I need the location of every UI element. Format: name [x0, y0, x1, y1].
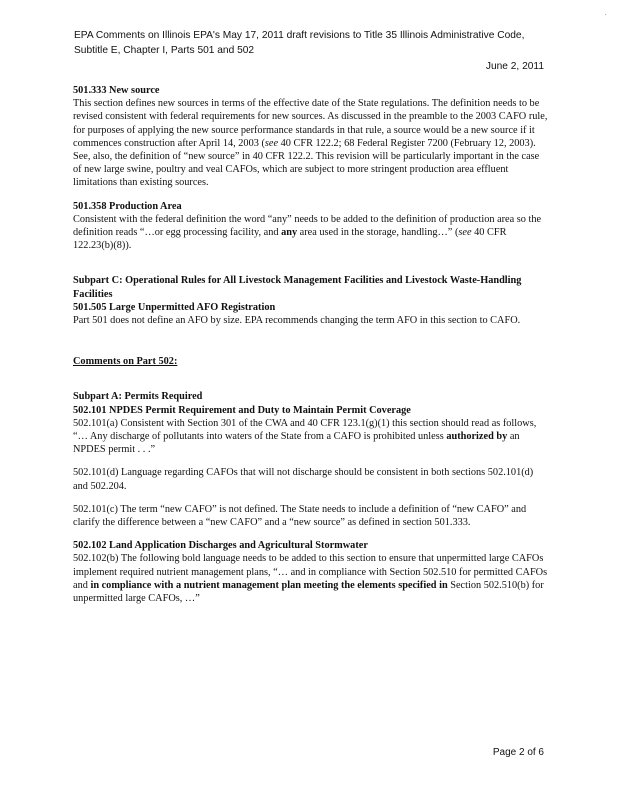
- section-501-505-text: Part 501 does not define an AFO by size. EPA recommends changing the term AFO in this section to CAFO.: [73, 315, 521, 327]
- section-502-101a-text: 502.101(a) Consistent with Section 301 of the CWA and 40 CFR 123.1(g)(1) this section should read as follows, “… Any discharge of pollutants into waters of the State from a CAFO is prohibited unless authorized by an NPDES permit . . .”: [73, 417, 537, 456]
- section-501-333-heading: 501.333 New source: [73, 85, 160, 96]
- document-header: [74, 28, 554, 58]
- section-501-358-text: Consistent with the federal definition the word “any” needs to be added to the definition of production area so the definition reads “…or egg processing facility, and any area used in the storage, handling…” (see 40 CFR 122.23(b)(8)).: [73, 213, 542, 252]
- subpart-a-heading: Subpart A: Permits Required: [73, 391, 203, 403]
- section-502-102-heading: 502.102 Land Application Discharges and Agricultural Stormwater: [73, 540, 368, 552]
- document-body: [73, 84, 548, 605]
- page-number: Page 2 of 6: [492, 747, 544, 758]
- header-date: June 2, 2011: [485, 61, 544, 72]
- section-502-101-heading: 502.101 NPDES Permit Requirement and Duty to Maintain Permit Coverage: [73, 404, 411, 416]
- header-title-line2: Subtitle E, Chapter I, Parts 501 and 502: [74, 45, 255, 56]
- section-502-101c-text: 502.101(c) The term “new CAFO” is not defined. The State needs to include a definition of “new CAFO” and clarify the difference between a “new CAFO” and a “new source” as defined in section 501.333.: [73, 503, 527, 529]
- corner-mark: ·: [604, 10, 607, 19]
- section-502-101d-text: 502.101(d) Language regarding CAFOs that will not discharge should be consistent in both sections 502.101(d) and 502.204.: [73, 467, 534, 492]
- subpart-c-heading: Subpart C: Operational Rules for All Livestock Management Facilities and Livestock Waste-Handling Facilities: [73, 275, 522, 300]
- section-502-102b-text: 502.102(b) The following bold language needs to be added to this section to ensure that unpermitted large CAFOs implement required nutrient management plans, “… and in compliance with Section 502.510 for permitted CAFOs and in compliance with a nutrient management plan meeting the elements specified in Section 502.510(b) for unpermitted large CAFOs, …”: [73, 553, 548, 605]
- section-501-333-text: This section defines new sources in terms of the effective date of the State regulations. The definition needs to be revised consistent with federal requirements for new sources. As discussed in the preamble to the 2003 CAFO rule, for purposes of applying the new source performance standards in that rule, a source would be a new source if it commences construction after April 14, 2003 (see 40 CFR 122.2; 68 Federal Register 7200 (February 12, 2003). See, also, the definition of “new source” in 40 CFR 122.2. This revision will be particularly important in the case of new large swine, poultry and veal CAFOs, which are subject to more stringent production area effluent limitations than existing sources.: [73, 98, 548, 189]
- section-501-358-heading: 501.358 Production Area: [73, 200, 182, 212]
- part-502-heading: Comments on Part 502:: [73, 356, 178, 368]
- section-501-505-heading: 501.505 Large Unpermitted AFO Registration: [73, 301, 276, 313]
- header-title-line1: EPA Comments on Illinois EPA's May 17, 2011 draft revisions to Title 35 Illinois Administrative Code,: [74, 30, 525, 41]
